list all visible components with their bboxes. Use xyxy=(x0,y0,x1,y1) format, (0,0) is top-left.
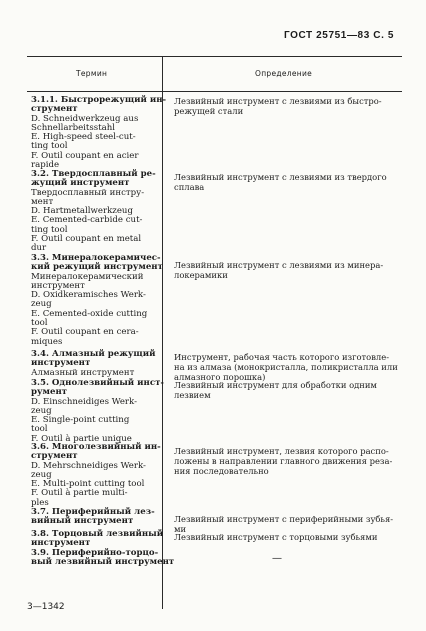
term-line: E. Multi-point cutting tool xyxy=(31,479,145,490)
term-line: 3.7. Периферийный лез- xyxy=(31,507,155,517)
definition-entry xyxy=(174,352,396,382)
term-line: F. Outil coupant en acier xyxy=(31,150,139,161)
term-line: 3.3. Минералокерамичес- xyxy=(31,253,161,263)
table-header-rule xyxy=(27,91,402,92)
term-line: dur xyxy=(31,243,47,254)
header-reference: ГОСТ 25751—83 С. 5 xyxy=(283,30,394,41)
column-header-definitions: Определение xyxy=(255,69,313,78)
term-line: инструмент xyxy=(31,280,85,291)
definition-line: Лезвийный инструмент, лезвия которого распо- xyxy=(174,446,389,456)
term-line: жущий инструмент xyxy=(31,178,130,189)
term-line: вийный инструмент xyxy=(31,516,134,527)
term-entry xyxy=(31,548,175,568)
term-line: tool xyxy=(31,318,48,329)
definition-line: ми xyxy=(174,524,187,534)
term-line: zeug xyxy=(31,299,52,310)
term-entry xyxy=(31,442,161,508)
term-entry xyxy=(31,95,167,171)
term-line: F. Outil à partie unique xyxy=(31,433,132,444)
term-line: струмент xyxy=(31,451,78,462)
definition-entry xyxy=(174,514,396,534)
definition-line: Лезвийный инструмент с торцовыми зубьями xyxy=(174,532,378,542)
term-line: 3.1.1. Быстрорежущий ин- xyxy=(31,95,167,105)
column-header-terms: Термин xyxy=(76,69,108,78)
term-line: E. Cemented-oxide cutting xyxy=(31,308,148,319)
term-line: ting tool xyxy=(31,141,68,152)
page-footer-code: 3—1342 xyxy=(27,602,65,612)
term-line: F. Outil coupant en metal xyxy=(31,234,142,245)
definition-line: алмазного порошка) xyxy=(174,372,266,382)
term-entry xyxy=(31,253,163,347)
term-line: miques xyxy=(31,336,63,347)
definition-entry xyxy=(174,532,396,542)
term-line: 3.2. Твердосплавный ре- xyxy=(31,169,156,179)
term-entry xyxy=(31,529,164,549)
term-entry xyxy=(31,169,156,254)
column-divider xyxy=(162,56,163,609)
table-top-rule xyxy=(27,56,402,57)
term-line: zeug xyxy=(31,469,52,480)
definition-entry xyxy=(174,96,396,116)
term-line: F. Outil coupant en cera- xyxy=(31,327,139,338)
term-line: ples xyxy=(31,497,49,508)
definition-line: Лезвийный инструмент с периферийными зубья- xyxy=(174,514,394,524)
definition-line: локерамики xyxy=(174,270,228,280)
definition-line: Инструмент, рабочая часть которого изготовле- xyxy=(174,352,390,362)
term-line: D. Schneidwerkzeug aus xyxy=(31,113,139,124)
term-entry xyxy=(31,378,164,444)
definition-line: ложены в направлении главного движения реза- xyxy=(174,456,393,466)
definition-entry xyxy=(174,172,396,192)
definition-entry xyxy=(174,260,396,280)
empty-definition-dash: — xyxy=(272,553,282,564)
definition-line: режущей стали xyxy=(174,106,244,116)
definition-line: Лезвийный инструмент для обработки одним xyxy=(174,380,377,390)
term-line: 3.5. Однолезвийный инст- xyxy=(31,378,164,388)
term-line: инструмент xyxy=(31,538,91,549)
term-line: мент xyxy=(31,196,54,207)
term-entry xyxy=(31,349,156,378)
term-line: Алмазный инструмент xyxy=(31,367,135,378)
term-line: кий режущий инструмент xyxy=(31,262,163,273)
term-line: zeug xyxy=(31,405,52,416)
term-line: Schnellarbeitsstahl xyxy=(31,122,116,133)
definition-line: Лезвийный инструмент с лезвиями из твердого xyxy=(174,172,387,182)
term-line: струмент xyxy=(31,104,78,115)
term-line: вый лезвийный инструмент xyxy=(31,557,175,568)
definition-entry xyxy=(174,446,396,476)
definition-line: Лезвийный инструмент с лезвиями из минера- xyxy=(174,260,384,270)
term-line: D. Einschneidiges Werk- xyxy=(31,396,137,407)
term-line: tool xyxy=(31,424,48,435)
term-line: F. Outil à partie multi- xyxy=(31,488,128,499)
term-line: румент xyxy=(31,387,68,398)
definition-line: лезвием xyxy=(174,390,211,400)
term-line: ting tool xyxy=(31,224,68,235)
term-line: инструмент xyxy=(31,358,91,369)
definition-line: на из алмаза (монокристалла, поликристалла или xyxy=(174,362,398,372)
term-entry xyxy=(31,507,155,527)
term-line: Твердосплавный инстру- xyxy=(31,187,145,198)
definition-line: Лезвийный инструмент с лезвиями из быстро- xyxy=(174,96,382,106)
term-line: 3.8. Торцовый лезвийный xyxy=(31,529,164,539)
term-line: D. Oxidkeramisches Werk- xyxy=(31,290,146,301)
term-line: Минералокерамический xyxy=(31,271,144,282)
term-line: D. Hartmetallwerkzeug xyxy=(31,206,133,217)
term-line: E. High-speed steel-cut- xyxy=(31,132,136,143)
definition-entry xyxy=(174,380,396,400)
definition-line: ния последовательно xyxy=(174,466,269,476)
term-line: E. Cemented-carbide cut- xyxy=(31,215,143,226)
definition-line: сплава xyxy=(174,182,205,192)
term-line: 3.4. Алмазный режущий xyxy=(31,349,156,359)
term-line: D. Mehrschneidiges Werk- xyxy=(31,460,146,471)
term-line: 3.9. Периферийно-торцо- xyxy=(31,548,159,558)
term-line: rapide xyxy=(31,160,60,171)
term-line: 3.6. Многолезвийный ин- xyxy=(31,442,161,452)
term-line: E. Single-point cutting xyxy=(31,415,130,426)
